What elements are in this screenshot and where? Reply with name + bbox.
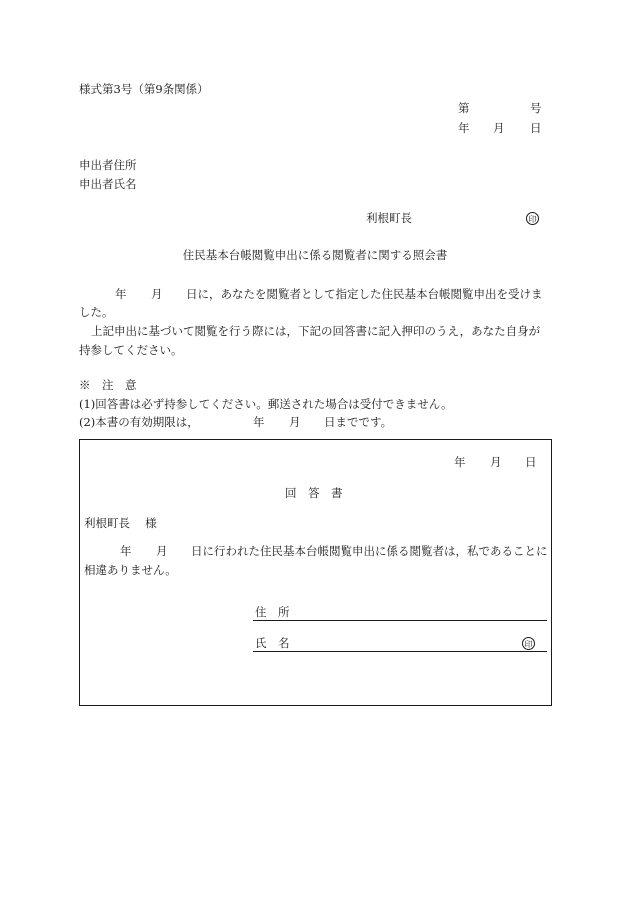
- applicant-name-label: 申出者氏名: [79, 177, 137, 191]
- form-number: 様式第3号（第9条関係）: [79, 82, 209, 96]
- reply-text-body: 日に行われた住民基本台帳閲覧申出に係る閲覧者は，私であることに: [191, 544, 548, 558]
- body-p1-year: 年: [115, 287, 127, 301]
- notes-item-1: (1)回答書は必ず持参してください。郵送された場合は受付できません。: [79, 397, 453, 411]
- body-p1-text: 日に，あなたを閲覧者として指定した住民基本台帳閲覧申出を受けま: [186, 287, 543, 301]
- document-title: 住民基本台帳閲覧申出に係る閲覧者に関する照会書: [182, 248, 448, 262]
- seal-mark-reply: 印: [522, 637, 535, 650]
- notes-item-2-month: 月: [289, 415, 301, 429]
- notes-item-2-prefix: (2)本書の有効期限は，: [79, 415, 199, 429]
- reply-date-day: 日: [525, 455, 537, 469]
- notes-item-2-suffix: 日までです。: [324, 415, 393, 429]
- reply-date-year: 年: [454, 455, 466, 469]
- reply-date-month: 月: [490, 455, 502, 469]
- applicant-address-label: 申出者住所: [79, 158, 137, 172]
- reply-text-line2: 相違ありません。: [84, 563, 177, 577]
- reply-name-line[interactable]: [253, 651, 547, 652]
- doc-number-dai: 第: [458, 101, 470, 115]
- reply-title: 回 答 書: [285, 486, 343, 500]
- body-p1-month: 月: [151, 287, 163, 301]
- notes-heading: ※ 注 意: [79, 378, 137, 392]
- reply-address-label: 住 所: [255, 605, 290, 619]
- doc-number-go: 号: [530, 101, 542, 115]
- reply-address-line[interactable]: [253, 620, 547, 621]
- reply-text-month: 月: [156, 544, 168, 558]
- reply-addressee: 利根町長 様: [84, 516, 157, 530]
- body-p2-line1: 上記申出に基づいて閲覧を行う際には，下記の回答書に記入押印のうえ，あなた自身が: [91, 324, 541, 338]
- date-year: 年: [458, 121, 470, 135]
- reply-name-label: 氏 名: [255, 636, 290, 650]
- date-month: 月: [493, 121, 505, 135]
- date-day: 日: [530, 121, 542, 135]
- body-p1-line2: した。: [79, 305, 114, 319]
- seal-mark-issuer: 印: [526, 212, 539, 225]
- reply-text-year: 年: [120, 544, 132, 558]
- body-p2-line2: 持参してください。: [79, 343, 183, 357]
- issuer-name: 利根町長: [366, 211, 412, 225]
- notes-item-2-year: 年: [253, 415, 265, 429]
